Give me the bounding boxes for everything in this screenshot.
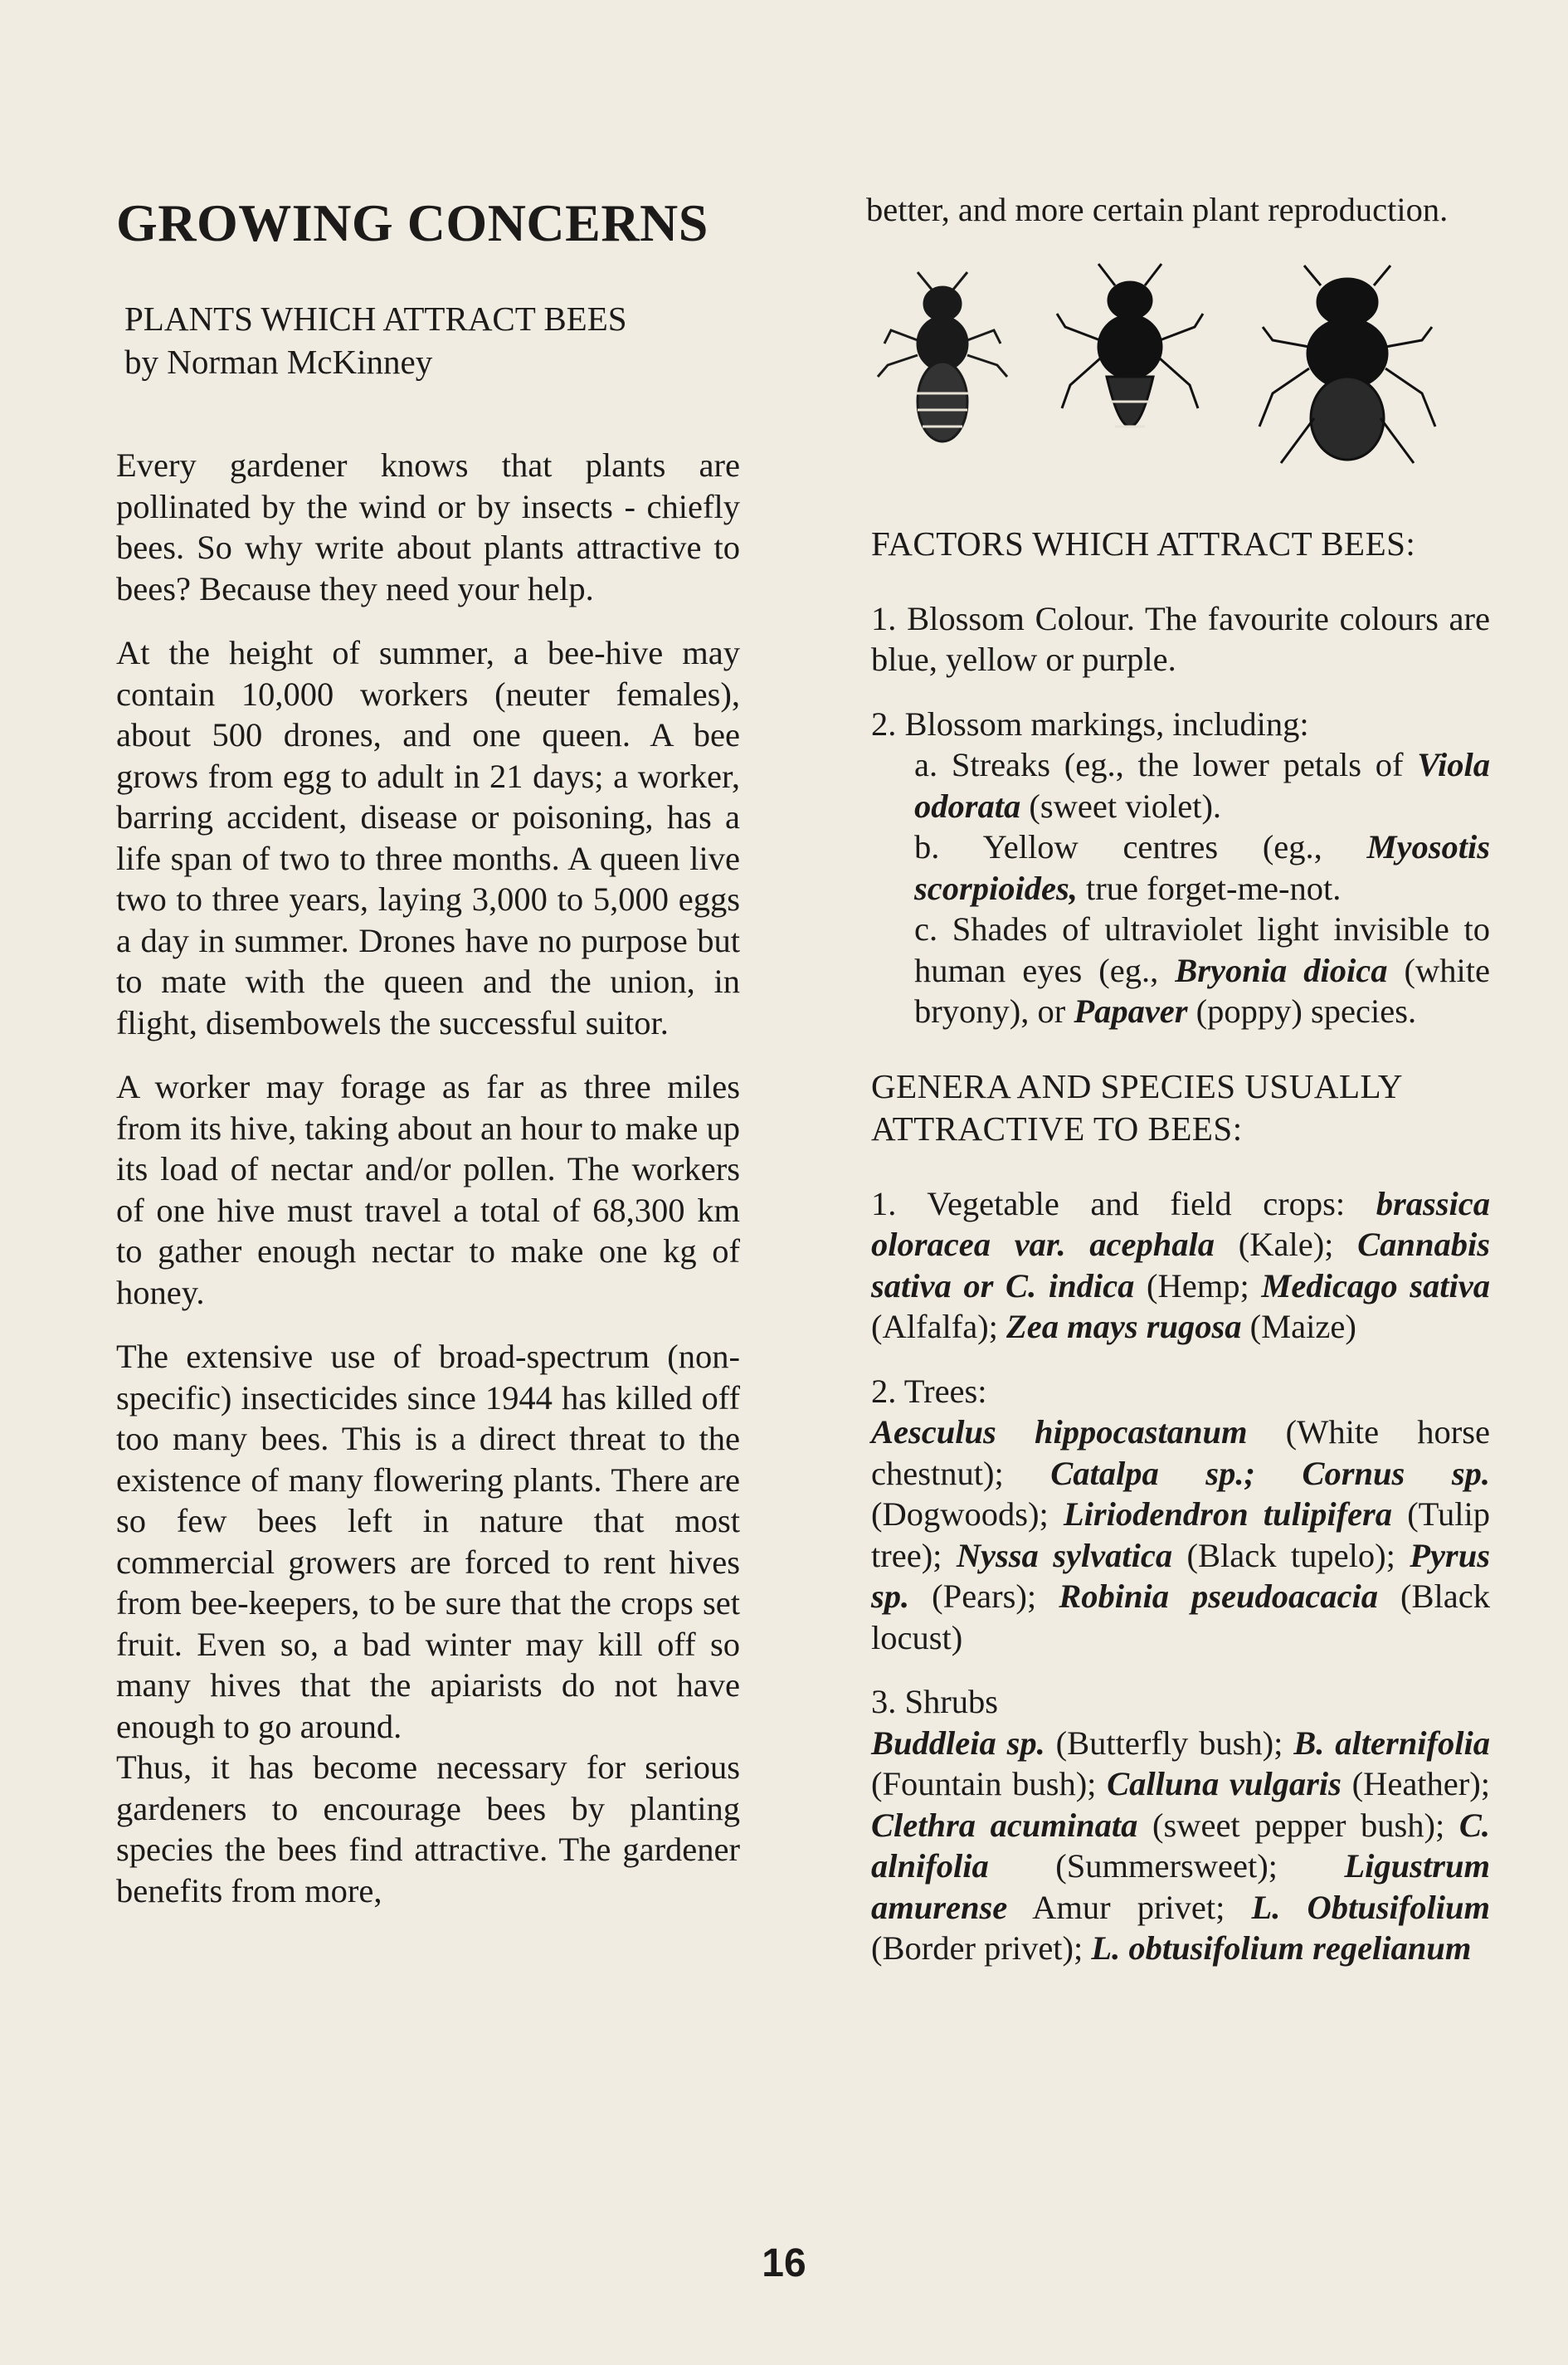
paragraph-conclusion: Thus, it has become necessary for serious gardeners to encourage bees by planting species the bees find attractive. The gardener benefits from more, bbox=[116, 1748, 740, 1909]
article-byline: by Norman McKinney bbox=[124, 343, 433, 381]
paragraph-forage: A worker may forage as far as three miles from its hive, taking about an hour to make up its load of nectar and/or pollen. The workers of one hive must travel a total of 68,300 km to gather enough nectar to make one kg of honey. bbox=[116, 1068, 740, 1311]
factor-colour: 1. Blossom Colour. The favourite colours are blue, yellow or purple. bbox=[871, 599, 1490, 678]
paragraph-insecticides: The extensive use of broad-spectrum (non-specific) insecticides since 1944 has killed off too many bees. This is a direct threat to the existence of many flowering plants. There are so few bees left in nature that most commercial growers are forced to rent hives from bee-keepers, to be sure that the crops set fruit. Even so, a bad winter may kill off so many hives that the apiarists do not have enough to go around. bbox=[116, 1338, 740, 1745]
factor-markings: 2. Blossom markings, including: bbox=[871, 705, 1309, 743]
genera-shrubs: 3. Shrubs Buddleia sp. (Butterfly bush); B. alternifolia (Fountain bush); Calluna vulgaris (Heather); Clethra acuminata (sweet pepper bush); C. alnifolia (Summersweet); Ligustrum amurense Amur privet; L. Obtusifolium (Border privet); L. obtusifolium regelianum bbox=[871, 1683, 1491, 1967]
factor-sub-c: c. Shades of ultraviolet light invisible to human eyes (eg., Bryonia dioica (white bryony), or Papaver (poppy) species. bbox=[914, 910, 1491, 1030]
worker-bee-icon bbox=[878, 272, 1007, 441]
trees-heading: 2. Trees: bbox=[871, 1372, 987, 1410]
paragraph-intro: Every gardener knows that plants are pollinated by the wind or by insects - chiefly bees. So why write about plants attractive to bees? Because they need your help. bbox=[116, 446, 740, 607]
drone-bee-icon bbox=[1259, 266, 1435, 463]
genera-trees: 2. Trees: Aesculus hippocastanum (White horse chestnut); Catalpa sp.; Cornus sp. (Dogwoods); Liriodendron tulipifera (Tulip tree); Nyssa sylvatica (Black tupelo); Pyrus sp. (Pears); Robinia pseudoacacia (Black locust) bbox=[871, 1372, 1491, 1656]
factor-sub-a: a. Streaks (eg., the lower petals of Viola odorata (sweet violet). bbox=[914, 746, 1490, 825]
paragraph-continuation: better, and more certain plant reproduction. bbox=[866, 191, 1449, 228]
factors-heading: FACTORS WHICH ATTRACT BEES: bbox=[871, 524, 1416, 563]
bees-illustration bbox=[866, 261, 1490, 476]
queen-bee-icon bbox=[1057, 264, 1203, 427]
page-number: 16 bbox=[762, 2241, 806, 2285]
left-column bbox=[116, 193, 740, 1934]
article-title: PLANTS WHICH ATTRACT BEES bbox=[124, 300, 627, 338]
genera-heading: GENERA AND SPECIES USUALLY ATTRACTIVE TO BEES: bbox=[871, 1066, 1402, 1148]
factor-sub-b: b. Yellow centres (eg., Myosotis scorpioides, true forget-me-not. bbox=[914, 828, 1490, 907]
bee-drawings bbox=[866, 261, 1490, 476]
genera-vegetable: 1. Vegetable and field crops: brassica oloracea var. acephala (Kale); Cannabis sativa or C. indica (Hemp; Medicago sativa (Alfalfa); Zea mays rugosa (Maize) bbox=[871, 1184, 1490, 1345]
article-subtitle bbox=[124, 297, 740, 383]
shrubs-heading: 3. Shrubs bbox=[871, 1683, 999, 1720]
paragraph-hive: At the height of summer, a bee-hive may contain 10,000 workers (neuter females), about 500 drones, and one queen. A bee grows from egg to adult in 21 days; a worker, barring accident, disease or poisoning, has a life span of two to three months. A queen live two to three years, laying 3,000 to 5,000 eggs a day in summer. Drones have no purpose but to mate with the queen and the union, in flight, disembowels the successful suitor. bbox=[116, 634, 740, 1041]
right-column bbox=[866, 189, 1490, 1992]
page-title: GROWING CONCERNS bbox=[116, 193, 709, 252]
